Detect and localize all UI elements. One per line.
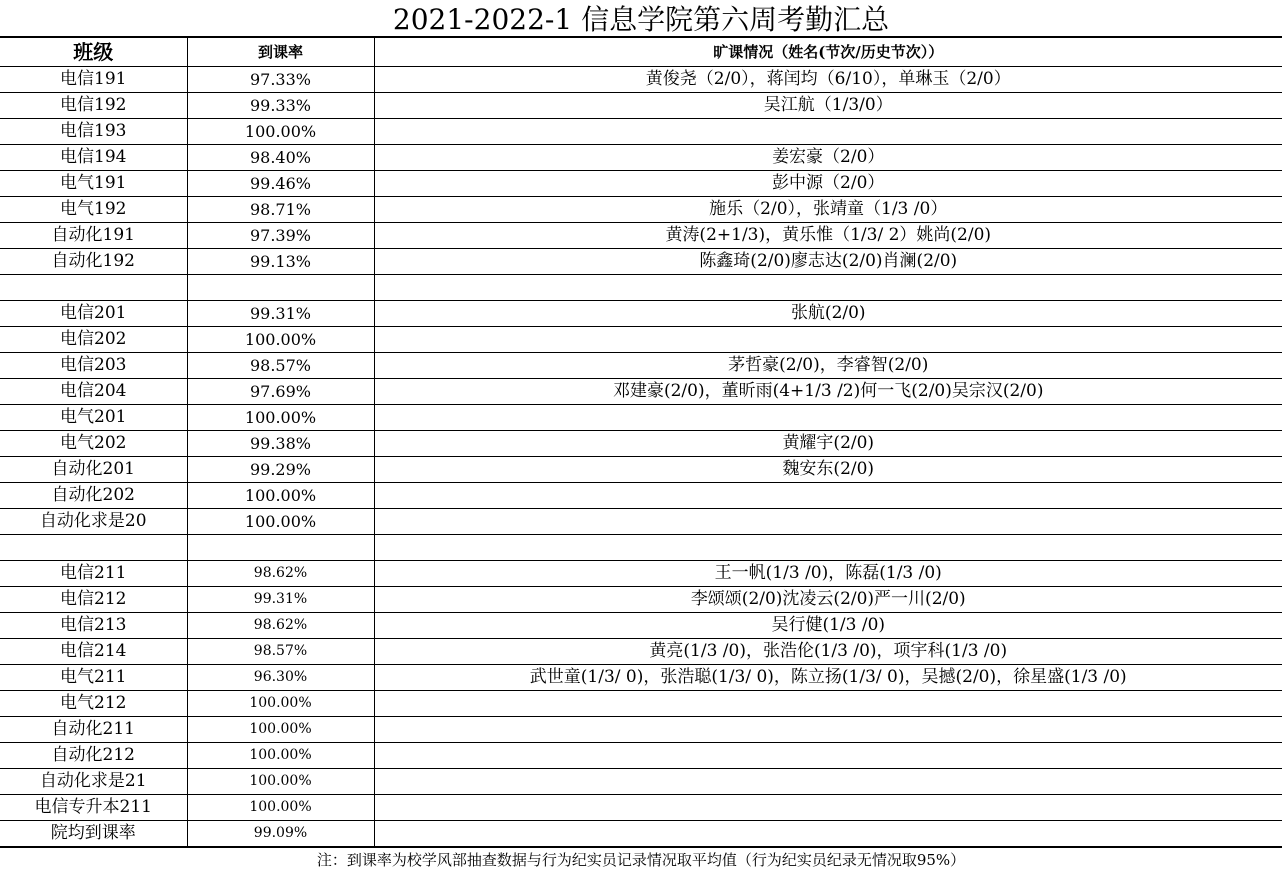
absence-cell [374, 119, 1282, 145]
sheet-title: 2021-2022-1 信息学院第六周考勤汇总 [0, 0, 1282, 37]
class-cell: 电信191 [0, 67, 187, 93]
rate-cell: 100.00% [187, 509, 374, 535]
rate-cell: 98.62% [187, 561, 374, 587]
class-cell: 电气212 [0, 691, 187, 717]
rate-cell: 96.30% [187, 665, 374, 691]
absence-cell: 姜宏豪（2/0） [374, 145, 1282, 171]
class-cell: 院均到课率 [0, 821, 187, 847]
absence-cell: 武世童(1/3/ 0)，张浩聪(1/3/ 0)，陈立扬(1/3/ 0)，吴撼(2/0)，徐星盛(1/3 /0) [374, 665, 1282, 691]
class-cell: 电信213 [0, 613, 187, 639]
table-row [0, 821, 1282, 847]
class-cell: 电信212 [0, 587, 187, 613]
rate-cell: 98.57% [187, 639, 374, 665]
absence-cell: 李颂颂(2/0)沈凌云(2/0)严一川(2/0) [374, 587, 1282, 613]
table-row [0, 431, 1282, 457]
rate-cell: 98.40% [187, 145, 374, 171]
table-row [0, 457, 1282, 483]
rate-cell: 99.46% [187, 171, 374, 197]
table-row [0, 769, 1282, 795]
class-cell: 电气211 [0, 665, 187, 691]
rate-cell: 99.29% [187, 457, 374, 483]
header-row [0, 38, 1282, 67]
class-cell: 电气201 [0, 405, 187, 431]
absence-cell: 魏安东(2/0) [374, 457, 1282, 483]
rate-cell: 99.31% [187, 301, 374, 327]
rate-cell: 100.00% [187, 483, 374, 509]
absence-cell: 陈鑫琦(2/0)廖志达(2/0)肖澜(2/0) [374, 249, 1282, 275]
table-row [0, 301, 1282, 327]
absence-cell: 黄亮(1/3 /0)，张浩伦(1/3 /0)，项宇科(1/3 /0) [374, 639, 1282, 665]
table-row [0, 509, 1282, 535]
table-row [0, 327, 1282, 353]
rate-cell: 100.00% [187, 405, 374, 431]
absence-cell: 黄俊尧（2/0），蒋闰均（6/10），单琳玉（2/0） [374, 67, 1282, 93]
absence-cell [374, 717, 1282, 743]
rate-cell: 98.62% [187, 613, 374, 639]
rate-cell: 97.69% [187, 379, 374, 405]
class-cell: 电信201 [0, 301, 187, 327]
rate-cell [187, 535, 374, 561]
absence-cell [374, 509, 1282, 535]
class-cell: 自动化求是20 [0, 509, 187, 535]
table-row [0, 717, 1282, 743]
rate-cell: 99.38% [187, 431, 374, 457]
rate-cell: 100.00% [187, 795, 374, 821]
class-cell [0, 275, 187, 301]
rate-cell: 100.00% [187, 327, 374, 353]
absence-cell: 吴行健(1/3 /0) [374, 613, 1282, 639]
table-row [0, 119, 1282, 145]
absence-cell [374, 483, 1282, 509]
table-row [0, 275, 1282, 301]
class-cell [0, 535, 187, 561]
header-rate: 到课率 [187, 38, 374, 67]
table-row [0, 145, 1282, 171]
class-cell: 电信214 [0, 639, 187, 665]
table-row [0, 353, 1282, 379]
rate-cell: 99.31% [187, 587, 374, 613]
rate-cell: 100.00% [187, 691, 374, 717]
absence-cell [374, 769, 1282, 795]
class-cell: 自动化192 [0, 249, 187, 275]
class-cell: 自动化202 [0, 483, 187, 509]
absence-cell [374, 535, 1282, 561]
absence-cell [374, 795, 1282, 821]
table-row [0, 561, 1282, 587]
table-row [0, 743, 1282, 769]
absence-cell: 张航(2/0) [374, 301, 1282, 327]
class-cell: 电信192 [0, 93, 187, 119]
absence-cell: 彭中源（2/0） [374, 171, 1282, 197]
class-cell: 电信专升本211 [0, 795, 187, 821]
header-absence: 旷课情况（姓名(节次/历史节次）） [374, 38, 1282, 67]
table-row [0, 197, 1282, 223]
absence-cell: 施乐（2/0），张靖童（1/3 /0） [374, 197, 1282, 223]
rate-cell: 97.39% [187, 223, 374, 249]
table-row [0, 535, 1282, 561]
attendance-table [0, 37, 1282, 847]
table-row [0, 67, 1282, 93]
class-cell: 自动化求是21 [0, 769, 187, 795]
class-cell: 自动化191 [0, 223, 187, 249]
class-cell: 电气191 [0, 171, 187, 197]
absence-cell [374, 275, 1282, 301]
class-cell: 电信203 [0, 353, 187, 379]
table-row [0, 249, 1282, 275]
rate-cell: 97.33% [187, 67, 374, 93]
table-row [0, 587, 1282, 613]
absence-cell [374, 821, 1282, 847]
footnote: 注：到课率为校学风部抽查数据与行为纪实员记录情况取平均值（行为纪实员纪录无情况取95%） [0, 847, 1282, 871]
class-cell: 自动化201 [0, 457, 187, 483]
absence-cell: 邓建豪(2/0)，董昕雨(4+1/3 /2)何一飞(2/0)吴宗汉(2/0) [374, 379, 1282, 405]
table-row [0, 405, 1282, 431]
absence-cell: 黄耀宇(2/0) [374, 431, 1282, 457]
class-cell: 电信193 [0, 119, 187, 145]
table-row [0, 93, 1282, 119]
rate-cell: 100.00% [187, 119, 374, 145]
rate-cell: 99.33% [187, 93, 374, 119]
table-row [0, 613, 1282, 639]
rate-cell: 100.00% [187, 717, 374, 743]
table-row [0, 639, 1282, 665]
rate-cell: 98.57% [187, 353, 374, 379]
absence-cell [374, 327, 1282, 353]
class-cell: 电气202 [0, 431, 187, 457]
class-cell: 电信202 [0, 327, 187, 353]
class-cell: 自动化211 [0, 717, 187, 743]
absence-cell: 王一帆(1/3 /0)，陈磊(1/3 /0) [374, 561, 1282, 587]
absence-cell [374, 691, 1282, 717]
rate-cell: 100.00% [187, 769, 374, 795]
rate-cell: 100.00% [187, 743, 374, 769]
class-cell: 电气192 [0, 197, 187, 223]
rate-cell [187, 275, 374, 301]
table-row [0, 171, 1282, 197]
absence-cell: 茅哲豪(2/0)，李睿智(2/0) [374, 353, 1282, 379]
class-cell: 电信204 [0, 379, 187, 405]
table-row [0, 665, 1282, 691]
absence-cell: 黄涛(2+1/3)，黄乐惟（1/3/ 2）姚尚(2/0) [374, 223, 1282, 249]
rate-cell: 98.71% [187, 197, 374, 223]
rate-cell: 99.09% [187, 821, 374, 847]
absence-cell: 吴江航（1/3/0） [374, 93, 1282, 119]
header-class: 班级 [0, 38, 187, 67]
table-row [0, 483, 1282, 509]
table-row [0, 691, 1282, 717]
rate-cell: 99.13% [187, 249, 374, 275]
table-row [0, 223, 1282, 249]
table-row [0, 795, 1282, 821]
class-cell: 电信194 [0, 145, 187, 171]
class-cell: 自动化212 [0, 743, 187, 769]
class-cell: 电信211 [0, 561, 187, 587]
table-row [0, 379, 1282, 405]
absence-cell [374, 405, 1282, 431]
absence-cell [374, 743, 1282, 769]
